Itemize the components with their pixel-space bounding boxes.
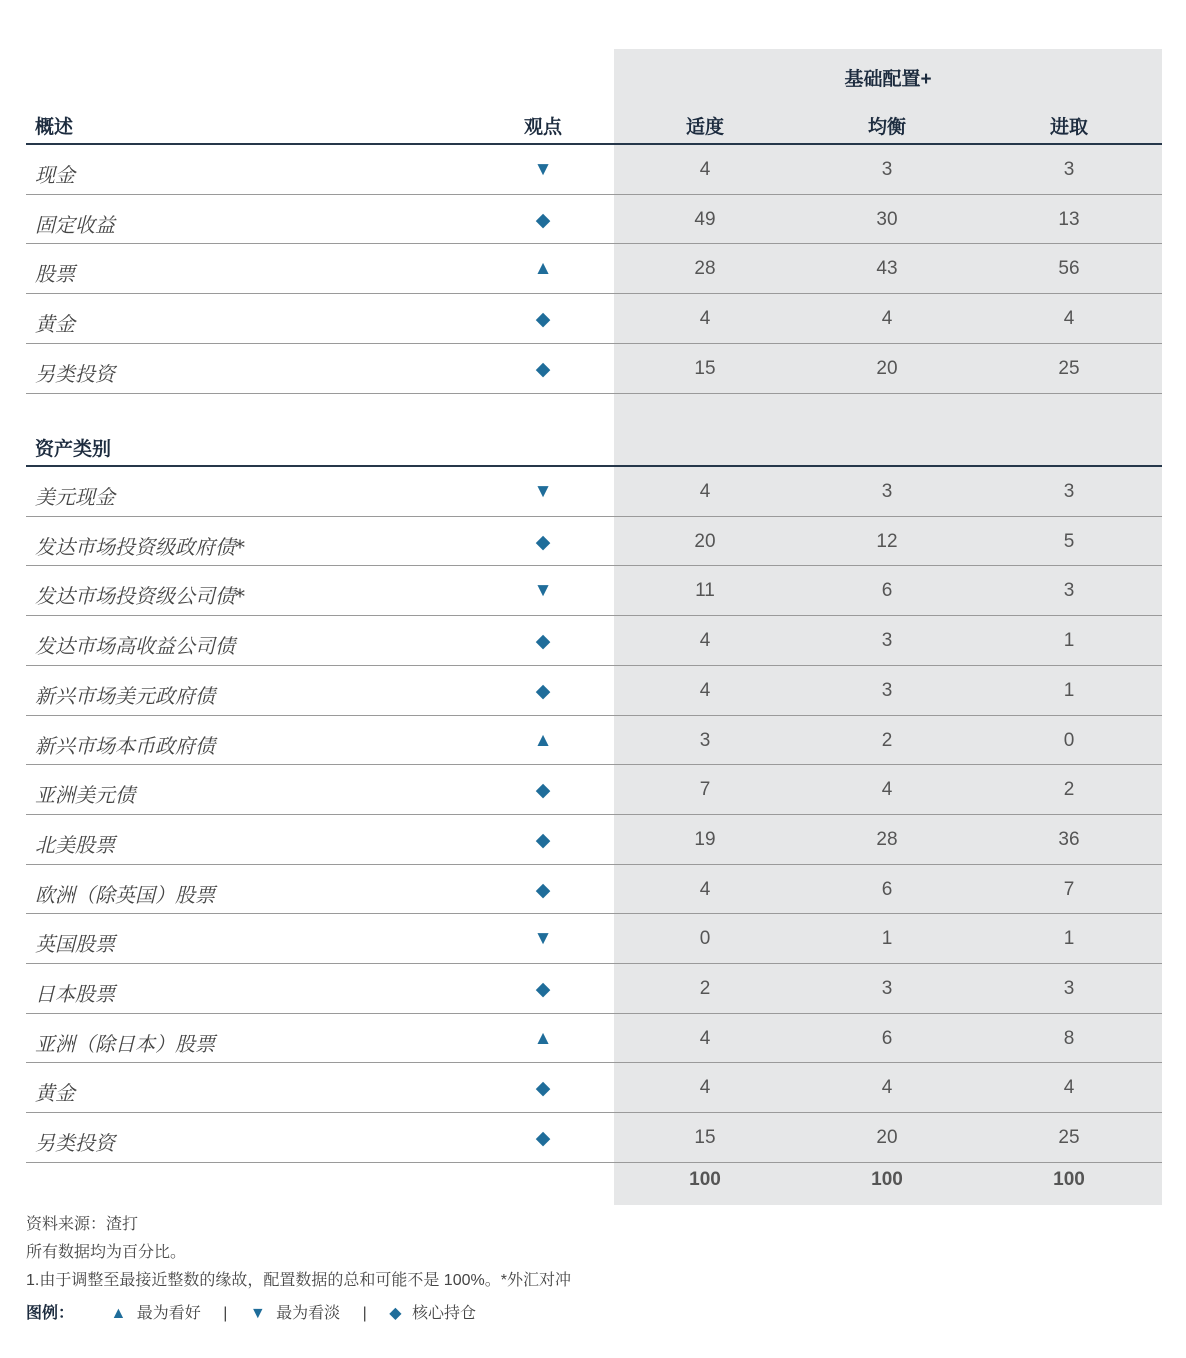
total-aggressive: 100 [1053,1169,1085,1190]
down-triangle-icon: ▼ [533,159,553,180]
value-balanced: 3 [881,159,893,180]
legend-title: 图例： [26,1305,75,1322]
column-header-aggressive: 进取 [1049,117,1088,138]
value-balanced: 6 [881,878,893,900]
value-balanced: 30 [876,208,898,230]
row-divider [26,343,1162,344]
row-label: 另类投资 [35,361,115,386]
row-divider [26,1013,1162,1014]
rounding-note: 1.由于调整至最接近整数的缘故，配置数据的总和可能不是 100%。*外汇对冲 [26,1272,571,1289]
row-divider [26,243,1162,244]
value-aggressive: 4 [1063,1077,1075,1099]
value-balanced: 1 [881,928,893,950]
value-aggressive: 13 [1058,208,1080,230]
row-divider [26,715,1162,716]
row-label: 美元现金 [35,485,115,509]
row-label: 日本股票 [35,982,115,1006]
row-divider [26,194,1162,195]
value-aggressive: 1 [1063,679,1075,701]
legend-separator: | [223,1305,228,1322]
row-label: 新兴市场本币政府债 [35,733,215,758]
down-triangle-icon: ▼ [533,928,553,950]
row-divider [26,615,1162,616]
row-divider [26,864,1162,865]
diamond-icon: ◆ [389,1305,402,1322]
row-divider [26,293,1162,294]
diamond-icon: ◆ [535,680,551,702]
value-balanced: 12 [876,530,898,552]
legend-down-label: 最为看淡 [276,1305,341,1322]
value-balanced: 3 [881,481,893,502]
value-moderate: 4 [699,679,711,701]
value-balanced: 4 [881,1077,893,1099]
value-balanced: 2 [881,729,893,751]
value-moderate: 4 [699,878,711,900]
header-rule [26,143,1162,145]
value-balanced: 20 [876,1127,898,1149]
legend-up-label: 最为看好 [136,1305,201,1322]
row-divider [26,516,1162,517]
row-label: 黄金 [35,1081,75,1106]
value-aggressive: 1 [1063,630,1075,652]
value-moderate: 28 [694,258,716,280]
row-label: 亚洲美元债 [35,783,135,808]
value-aggressive: 3 [1063,159,1075,180]
value-moderate: 0 [699,928,711,950]
down-triangle-icon: ▼ [249,1305,266,1322]
value-balanced: 3 [881,630,893,652]
row-label: 英国股票 [35,932,115,957]
value-aggressive: 2 [1063,779,1075,801]
value-moderate: 20 [694,530,716,552]
legend-core-label: 核心持仓 [411,1305,476,1322]
row-divider [26,565,1162,566]
value-aggressive: 3 [1063,978,1075,999]
asset-header-rule [26,465,1162,467]
view-header: 观点 [523,117,562,138]
row-divider [26,665,1162,666]
value-aggressive: 8 [1063,1027,1075,1049]
value-aggressive: 25 [1058,1127,1080,1149]
value-moderate: 15 [694,357,716,379]
up-triangle-icon: ▲ [533,258,553,280]
diamond-icon: ◆ [535,209,551,231]
row-divider [26,1112,1162,1113]
legend-separator: | [362,1305,367,1322]
diamond-icon: ◆ [535,879,551,901]
value-balanced: 6 [881,1027,893,1049]
value-moderate: 4 [699,481,711,502]
value-aggressive: 25 [1058,357,1080,379]
value-balanced: 20 [876,357,898,379]
value-aggressive: 5 [1063,530,1075,552]
row-label: 现金 [35,163,75,187]
total-moderate: 100 [689,1169,721,1190]
diamond-icon: ◆ [535,631,551,653]
value-moderate: 4 [699,1077,711,1099]
value-moderate: 3 [699,729,711,751]
row-divider [26,814,1162,815]
value-balanced: 3 [881,679,893,701]
value-balanced: 4 [881,779,893,801]
value-aggressive: 3 [1063,580,1075,602]
value-aggressive: 7 [1063,878,1075,900]
row-label: 另类投资 [35,1131,115,1156]
diamond-icon: ◆ [535,780,551,802]
diamond-icon: ◆ [535,309,551,331]
row-label: 新兴市场美元政府债 [35,683,215,708]
value-balanced: 4 [881,308,893,330]
value-moderate: 4 [699,630,711,652]
value-moderate: 19 [694,828,716,850]
row-divider [26,764,1162,765]
value-balanced: 6 [881,580,893,602]
down-triangle-icon: ▼ [533,481,553,502]
value-aggressive: 3 [1063,481,1075,502]
value-aggressive: 36 [1058,828,1080,850]
column-header-moderate: 适度 [685,117,724,138]
row-label: 固定收益 [35,212,115,237]
up-triangle-icon: ▲ [533,729,553,751]
row-divider [26,963,1162,964]
value-moderate: 11 [695,580,715,602]
diamond-icon: ◆ [535,979,551,1000]
value-moderate: 7 [699,779,711,801]
value-aggressive: 4 [1063,308,1075,330]
column-header-balanced: 均衡 [867,117,906,138]
diamond-icon: ◆ [535,358,551,380]
percent-note: 所有数据均为百分比。 [26,1244,187,1261]
up-triangle-icon: ▲ [110,1305,127,1322]
value-aggressive: 0 [1063,729,1075,751]
row-divider [26,393,1162,394]
legend [26,1300,476,1323]
asset-section-title: 资产类别 [35,439,112,460]
diamond-icon: ◆ [535,531,551,553]
row-divider [26,1062,1162,1063]
row-label: 北美股票 [35,832,115,857]
value-moderate: 15 [694,1127,716,1149]
group-title: 基础配置+ [844,69,932,90]
total-balanced: 100 [871,1169,903,1190]
row-label: 发达市场高收益公司债 [35,634,235,659]
row-label: 黄金 [35,312,75,337]
row-divider [26,913,1162,914]
value-aggressive: 1 [1063,928,1075,950]
source-note: 资料来源：渣打 [26,1216,139,1233]
value-balanced: 28 [876,828,898,850]
row-divider [26,1162,1162,1163]
row-label: 发达市场投资级公司债* [35,584,245,609]
value-moderate: 49 [694,208,716,230]
row-label: 亚洲（除日本）股票 [35,1031,215,1056]
overview-header: 概述 [35,117,74,138]
value-balanced: 43 [876,258,898,280]
diamond-icon: ◆ [535,1078,551,1100]
row-label: 股票 [35,262,75,287]
down-triangle-icon: ▼ [533,580,553,602]
row-label: 欧洲（除英国）股票 [35,882,215,907]
diamond-icon: ◆ [535,829,551,851]
value-moderate: 4 [699,1027,711,1049]
diamond-icon: ◆ [535,1128,551,1150]
value-balanced: 3 [881,978,893,999]
value-aggressive: 56 [1058,258,1080,280]
up-triangle-icon: ▲ [533,1027,553,1049]
row-label: 发达市场投资级政府债* [35,534,245,559]
value-moderate: 4 [699,159,711,180]
value-moderate: 2 [699,978,711,999]
value-moderate: 4 [699,308,711,330]
